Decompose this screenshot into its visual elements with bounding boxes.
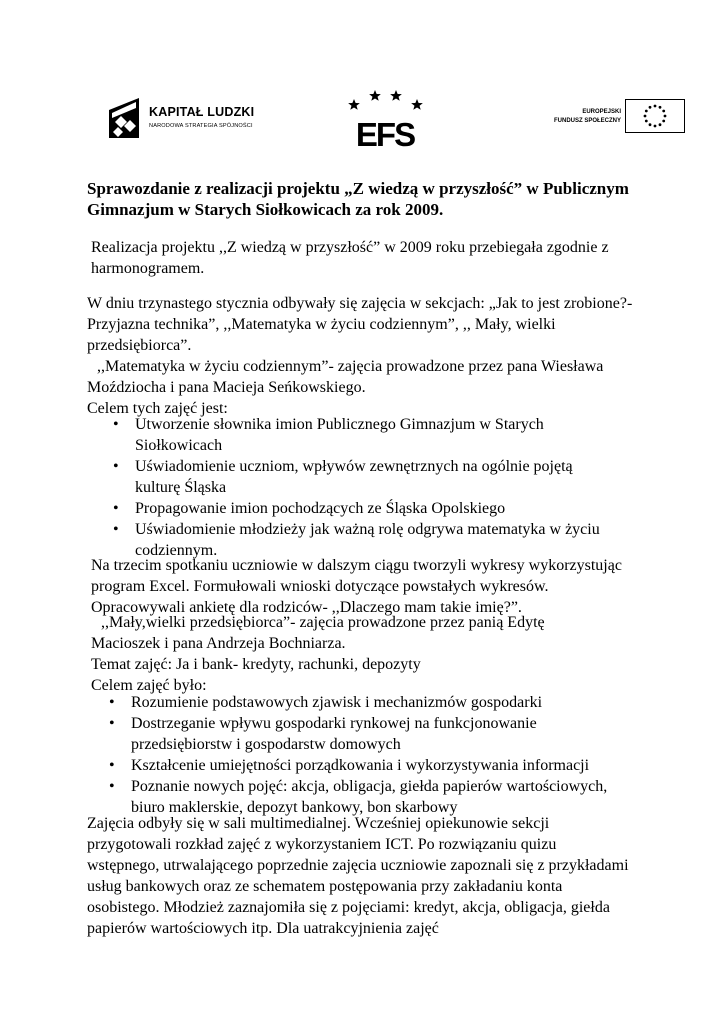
list-item: • Kształcenie umiejętności porządkowania i wykorzystywania informacji — [109, 755, 639, 776]
eu-fund-text — [554, 108, 621, 126]
kapital-ludzki-logo — [107, 96, 267, 142]
kapital-ludzki-title: KAPITAŁ LUDZKI — [149, 105, 255, 119]
business-goals-list — [109, 692, 639, 818]
efs-logo — [346, 84, 424, 152]
third-meeting-paragraph: Na trzecim spotkaniu uczniowie w dalszym ciągu tworzyli wykresy wykorzystując program Excel. Formułowali wnioski dotyczące powstałych wykresów. Opracowywali ankietę dla rodziców- ,,Dlaczego mam takie imię?”. — [91, 557, 622, 616]
business-topic: Temat zajęć: Ja i bank- kredyty, rachunki, depozyty — [91, 656, 421, 673]
list-item: • Uświadomienie młodzieży jak ważną rolę odgrywa matematyka w życiu codziennym. — [113, 519, 613, 561]
list-item: • Propagowanie imion pochodzących ze Śląska Opolskiego — [113, 498, 613, 519]
eu-fund-line1: EUROPEJSKI — [582, 109, 621, 115]
list-item: • Poznanie nowych pojęć: akcja, obligacja, giełda papierów wartościowych, biuro maklerskie, depozyt bankowy, bon skarbowy — [109, 776, 639, 818]
sessions-paragraph: W dniu trzynastego stycznia odbywały się zajęcia w sekcjach: „Jak to jest zrobione?- Przyjazna technika”, ,,Matematyka w życiu codziennym”, ,, Mały, wielki przedsiębiorca”. — [87, 295, 633, 354]
document-title: Sprawozdanie z realizacji projektu „Z wiedzą w przyszłość” w Publicznym Gimnazjum w Starych Siołkowicach za rok 2009. — [87, 179, 629, 219]
eu-fund-logo — [553, 99, 685, 135]
list-item: • Rozumienie podstawowych zjawisk i mechanizmów gospodarki — [109, 692, 639, 713]
math-goals-list — [113, 414, 613, 561]
math-section-header: ,,Matematyka w życiu codziennym”- zajęcia prowadzone przez pana Wiesława Moździocha i pana Macieja Seńkowskiego. — [87, 358, 604, 396]
closing-paragraph: Zajęcia odbyły się w sali multimedialnej. Wcześniej opiekunowie sekcji przygotowali rozkład zajęć z wykorzystaniem ICT. Po rozwiązaniu quizu wstępnego, utrwalającego poprzednie zajęcia uczniowie zapoznali się z przykładami usług bankowych oraz ze schematem postępowania przy zakładaniu konta osobistego. Młodzież zaznajomiła się z pojęciami: kredyt, akcja, obligacja, giełda papierów wartościowych itp. Dla uatrakcyjnienia zajęć — [87, 815, 629, 937]
business-goals-label: Celem zajęć było: — [91, 677, 207, 694]
business-section-header: ,,Mały,wielki przedsiębiorca”- zajęcia prowadzone przez panią Edytę Macioszek i pana Andrzeja Bochniarza. — [91, 614, 545, 652]
eu-fund-line2: FUNDUSZ SPOŁECZNY — [553, 118, 621, 124]
efs-logo-icon — [346, 84, 424, 152]
list-item: • Dostrzeganie wpływu gospodarki rynkowej na funkcjonowanie przedsiębiorstw i gospodarstw domowych — [109, 713, 639, 755]
intro-paragraph: Realizacja projektu ,,Z wiedzą w przyszłość” w 2009 roku przebiegała zgodnie z harmonogramem. — [91, 239, 609, 277]
list-item: • Uświadomienie uczniom, wpływów zewnętrznych na ogólnie pojętą kulturę Śląska — [113, 456, 613, 498]
eu-flag-icon — [625, 99, 685, 133]
kapital-ludzki-mark-icon — [107, 96, 141, 140]
kapital-ludzki-subtitle: NARODOWA STRATEGIA SPÓJNOŚCI — [149, 123, 253, 129]
list-item: • Utworzenie słownika imion Publicznego Gimnazjum w Starych Siołkowicach — [113, 414, 613, 456]
math-goals-label: Celem tych zajęć jest: — [87, 400, 228, 417]
efs-logo-text: EFS — [355, 116, 415, 152]
